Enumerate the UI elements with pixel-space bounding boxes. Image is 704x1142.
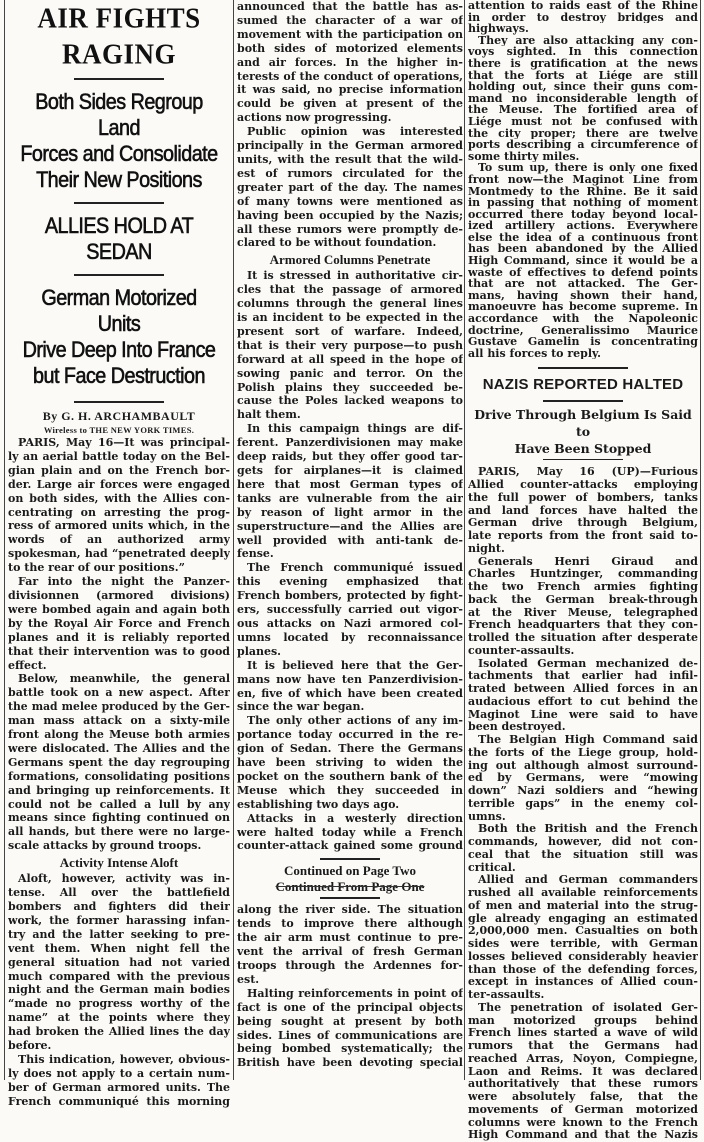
text-line: High Command, since it would be a [468,255,698,267]
text-line: occurred there today beyond local- [468,208,698,221]
text-line: halt them. [237,408,301,422]
divider [74,401,164,403]
text-line: Far into the night the Panzer- [18,575,230,589]
text-line: French lines started a wave of wild [468,1027,698,1040]
text-line: ly does not apply to a certain num- [8,1066,230,1080]
divider [320,897,380,899]
text-line: forward at all speed in the hope of [237,352,463,366]
text-line: battle took on a new aspect. After [8,686,230,700]
text-line: greater part of the day. The names [237,180,463,194]
text-line: trolled the situation after desperate [468,632,698,645]
text-line: were halted today while a French [237,825,463,839]
text-line: that their intervention was to good [8,644,230,658]
article-body-col3 [468,0,698,359]
text-line: To sum up, there is only one fixed [478,162,698,174]
text-line: tense. All over the battlefield [8,886,230,900]
text-line: umns. [468,810,506,823]
text-line: scale attacks by ground troops. [8,839,202,853]
text-line: movements of German motorized [468,1103,698,1116]
text-line: The penetration of isolated Ger- [478,1001,698,1014]
text-line: being sought at present by both [237,1014,463,1028]
text-line: formations, consolidating positions [8,769,230,783]
deck-line: German Motorized Units [41,285,197,336]
text-line: manoeuvre has become supreme. In [468,301,698,314]
text-line: by reason of light armor in the [237,505,463,519]
text-line: and land forces have halted the [468,504,698,517]
text-line: sumed the character of a war of [237,13,463,27]
deck-line: Forces and Consolidate [20,141,218,166]
text-line: than those of the defending forces, [468,963,698,976]
text-line: tends to improve there although [237,917,463,931]
text-line: waste of effectives to defend points [468,266,698,279]
text-line: fact is one of the principal objects [237,1000,463,1014]
text-line: Attacks in a westerly direction [247,811,463,825]
text-line: work, the former harassing infan- [8,913,230,927]
text-line: en, five of which have been created [237,686,463,700]
text-line: some thirty miles. [468,150,580,163]
text-line: general situation had not varied [8,955,230,969]
main-headline: AIR FIGHTS RAGING [37,2,201,70]
text-line: rumors that the Germans had [468,1040,698,1053]
text-line: principally in the German armored [237,139,463,153]
deck-line: Both Sides Regroup Land [35,89,203,140]
column-1 [4,0,230,1108]
text-line: movement with the participation on [237,27,463,41]
column-2 [233,0,463,1080]
text-line: in passing that nothing of moment [468,197,698,209]
text-line: of many towns were mentioned as [237,194,463,208]
divider [538,367,628,369]
text-line: holding out, since their guns com- [468,81,698,93]
text-line: French communiqué this morning [8,1094,230,1108]
text-line: man motorized groups behind [468,1014,698,1027]
text-line: deep raids, but they offer good tar- [237,450,463,464]
continued-on: Continued on Page Two [283,863,417,879]
column-3 [464,0,701,1142]
text-line: ized artillery actions. Everywhere [468,220,698,232]
text-line: voys sighted. In this connection [468,46,698,58]
text-line: it was said, no precise information [237,83,463,97]
text-line: gets for airplanes—it is claimed [237,464,463,477]
text-line: They are also attacking any con- [478,34,698,47]
text-line: In this campaign things are dif- [247,422,463,436]
text-line: ers, successfully carried out vigor- [237,603,463,617]
text-line: portance today occurred in the re- [237,728,463,742]
text-line: gle already engaging an estimated [468,912,698,925]
text-line: this evening emphasized that [237,575,463,589]
text-line: words of an authorized army [8,533,230,547]
text-line: night. [468,542,505,555]
text-line: ber of German armored units. The [8,1080,230,1094]
article-body-col2 [237,0,463,250]
text-line: commands, however, did not con- [468,836,698,849]
text-line: the air arm must continue to pre- [237,931,463,945]
text-line: the two French armies fighting [468,581,698,594]
text-line: terests of the conduct of operations, [237,69,463,83]
text-line: that the forts at Liége are still [468,69,698,82]
divider [74,202,164,204]
text-line: planes and it is reliably reported [8,630,230,644]
text-line: actions now progressing. [237,111,392,125]
text-line: der. Large air forces were engaged [8,477,230,491]
text-line: else the idea of a continuous front [468,231,698,244]
text-line: High Command and that the Nazis [468,1129,698,1142]
text-line: PARIS, May 16—It was principal- [18,436,230,449]
divider [74,78,164,80]
text-line: counter-assaults. [468,644,575,657]
text-line: on both sides, with the Allies con- [8,491,230,505]
subheadline-drive [468,406,698,457]
text-line: Public opinion was interested [247,125,463,139]
subhead-armored: Armored Columns Penetrate [269,252,431,268]
text-line: all hands, but there were no large- [8,825,230,839]
text-line: the city proper; there are twelve [468,127,698,140]
text-line: were absolutely false, that the [468,1091,698,1104]
text-line: except in instances of Allied coun- [468,976,698,989]
text-line: name” at the points where they [8,1011,230,1025]
text-line: the forts of the Liege group, hold- [468,746,698,759]
text-line: German drive through Belgium, [468,517,698,530]
text-line: audacious effort to cut behind the [468,695,698,708]
text-line: columns were known to the French [468,1116,698,1129]
text-line: much compared with the previous [8,969,230,983]
text-line: It is believed here that the Ger- [247,658,463,672]
text-line: had broken the Allied lines the day [8,1025,230,1039]
deck-headline-3 [19,285,219,389]
byline: By G. H. ARCHAMBAULT [42,409,196,423]
text-line: spokesman, had “penetrated deeply [8,547,230,561]
text-line: along the river side. The situation [237,903,463,917]
text-line: being bombed systematically; the [237,1042,463,1056]
text-line: umns located by reconnaissance [237,630,463,644]
text-line: Halting reinforcements in point of [247,986,463,1000]
text-line: gion of Sedan. There the Germans [237,742,463,756]
text-line: is an incident to be expected in the [237,311,463,325]
text-line: 2,000,000 men. Casualties on both [468,925,698,938]
text-line: ports describing a circumference of [468,139,698,151]
text-line: here that most German types of [237,477,463,491]
text-line: front now—the Maginot Line from [468,173,698,186]
text-line: has been abandoned by the Allied [468,243,698,256]
text-line: est. [237,972,260,986]
deck-line: Their New Positions [36,167,202,192]
text-line: night and the German main bodies [8,983,230,997]
text-line: mand no inconsiderable length of [468,92,698,105]
deck-line: but Face Destruction [33,363,205,388]
article-body-col1 [8,436,230,853]
text-line: the Meuse. The fortified area of [468,104,698,116]
text-line: ter-assaults. [468,989,545,1002]
text-line: before. [8,1039,52,1053]
text-line: fense. [237,547,274,561]
text-line: were dislocated. The Allies and the [8,741,230,755]
text-line: divisionnen (armored divisions) [8,588,230,602]
text-line: announced that the battle has as- [237,0,463,13]
text-line: PARIS, May 16 (UP)—Furious [478,466,698,479]
text-line: cause the Poles lacked weapons to [237,394,463,408]
text-line: by the Royal Air Force and French [8,616,230,630]
text-line: and air forces. In the higher in- [237,55,463,69]
text-line: and bringing up reinforcements. It [8,783,230,797]
text-line: that are not attacked. The Ger- [468,278,698,290]
text-line: It is stressed in authoritative cir- [247,269,463,283]
divider [543,400,623,402]
text-line: Isolated German mechanized de- [478,657,698,670]
text-line: could be given at present of the [237,97,463,111]
text-line: Aloft, however, activity was in- [18,872,230,886]
text-line: French headquarters that they con- [468,619,698,632]
text-line: units, with the result that the wild- [237,152,463,166]
article-body-col2b [237,269,463,853]
text-line: columns through the general lines [237,297,463,311]
text-line: Polish plains they succeeded be- [237,380,463,394]
subheadline-nazis-halted: NAZIS REPORTED HALTED [482,376,684,394]
text-line: pocket on the southern bank of the [237,769,463,783]
text-line: the mad melee produced by the Ger- [8,700,230,714]
text-line: planes. [237,644,282,658]
text-line: mans, having shown their hand, [468,289,698,302]
text-line: sides. Lines of communications are [237,1028,463,1042]
text-line: that is their very purpose—to push [237,338,463,352]
text-line: having been occupied by the Nazis; [237,208,463,222]
text-line: at the River Meuse, telegraphed [468,606,698,619]
text-line: vent the arrival of fresh German [237,945,463,959]
text-line: the full power of bombers, tanks [468,491,698,504]
text-line: been destroyed. [468,721,566,734]
text-line: The French communiqué issued [247,561,463,575]
text-line: man mass attack on a sixty-mile [8,714,230,728]
text-line: could not be called a lull by any [8,797,230,811]
text-line: highways. [468,23,529,35]
text-line: ceal that the situation still was [468,848,698,861]
text-line: ferent. Panzerdivisionen may make [237,436,463,450]
text-line: were bombed again and again both [8,602,230,616]
text-line: well provided with anti-tank de- [237,533,463,547]
text-line: Meuse which they succeeded in [237,783,463,797]
text-line: Charles Huntzinger, commanding [468,568,698,581]
divider [320,858,380,860]
divider [74,274,164,276]
text-line: ress of armored units which, in the [8,519,230,533]
text-line: rushed all available reinforcements [468,887,698,900]
text-line: sowing panic and terror. On the [237,366,463,380]
text-line: accordance with the Napoleonic [468,313,698,325]
text-line: mans now have ten Panzerdivision- [237,672,463,686]
text-line: This indication, however, obvious- [18,1052,230,1066]
text-line: Allied and German commanders [478,874,698,887]
text-line: attention to raids east of the Rhine [468,0,698,12]
text-line: sides were terrible, with German [468,938,698,951]
text-line: Laon and Reims. It was declared [468,1065,698,1078]
text-line: have been striving to widen the [237,756,463,770]
text-line: ed by Germans, were “mowing [468,772,698,785]
text-line: back the German break-through [468,593,698,606]
article-body-col1b [8,872,230,1108]
text-line: Below, meanwhile, the general [18,672,230,686]
text-line: present sort of warfare. Indeed, [237,324,463,338]
text-line: establishing two days ago. [237,797,400,811]
text-line: both sides of motorized elements [237,41,463,55]
text-line: authoritatively that these rumors [468,1078,698,1091]
text-line: ous attacks on Nazi armored col- [237,616,463,630]
text-line: tachments that earlier had infil- [468,670,698,683]
text-line: Germans spent the day regrouping [8,755,230,769]
text-line: to the rear of our positions.” [8,561,185,575]
deck-headline-2: ALLIES HOLD AT SEDAN [44,213,194,264]
text-line: means since fighting continued on [8,811,230,825]
text-line: critical. [468,861,516,874]
text-line: The Belgian High Command said [478,734,698,747]
text-line: centrating on arresting the prog- [8,505,230,519]
subhead-activity: Activity Intense Aloft [59,855,179,871]
text-line: ly an aerial battle today on the Bel- [8,449,230,463]
text-line: effect. [8,658,47,672]
text-line: “made no progress worthy of the [8,997,230,1011]
text-line: bombers and fighters did their [8,900,230,913]
text-line: all these rumors were promptly de- [237,222,463,236]
text-line: all his forces to reply. [468,347,601,360]
deck-headline-1 [19,89,219,193]
divider [543,459,623,461]
wire-credit: Wireless to THE NEW YORK TIMES. [43,425,195,435]
text-line: try and the latter seeking to pre- [8,927,230,941]
text-line: Generals Henri Giraud and [478,555,698,568]
text-line: troops through the Ardennes for- [237,959,463,972]
text-line: down” Nazi soldiers and “hewing [468,785,698,798]
text-line: there is gratification at the news [468,57,698,70]
text-line: est of rumors circulated for the [237,166,463,180]
text-line: Liége must not be confused with [468,115,698,128]
text-line: cles that the passage of armored [237,283,463,297]
text-line: clared to be without foundation. [237,236,437,250]
text-line: reached Arras, Noyon, Compiegne, [468,1052,698,1065]
text-line: Maginot Line were said to have [468,708,698,721]
text-line: losses believed considerably heavier [468,950,698,963]
text-line: Allied counter-attacks employing [468,479,698,492]
text-line: since the war began. [237,700,365,714]
drive-line: Have Been Stopped [514,440,652,456]
text-line: counter-attack gained some ground [237,839,463,853]
text-line: French bombers, protected by fight- [237,589,463,603]
text-line: in order to destroy bridges and [468,11,698,24]
text-line: superstructure—and the Allies are [237,519,463,533]
text-line: trated between Allied forces in an [468,683,698,696]
text-line: gian plain and on the French bor- [8,463,230,477]
text-line: of men and material into the strug- [468,899,698,912]
text-line: vent them. When night fell the [8,941,230,955]
article-body-col2c [237,903,463,1070]
text-line: British have been devoting special [237,1056,463,1070]
text-line: Gustave Gamelin is concentrating [468,336,698,348]
text-line: tanks are vulnerable from the air [237,491,463,505]
text-line: doctrine, Generalissimo Maurice [468,324,698,337]
deck-line: Drive Deep Into France [22,337,216,362]
text-line: terrible gaps” in the enemy col- [468,797,698,810]
text-line: front along the Meuse both armies [8,728,230,742]
article-body-col3b [468,466,698,1142]
text-line: Montmedy to the Rhine. Be it said [468,185,698,198]
text-line: Both the British and the French [478,823,698,836]
continued-from: Continued From Page One [275,879,425,895]
text-line: ing out although almost surround- [468,759,698,772]
text-line: late reports from the front said to- [468,530,698,543]
drive-line: Drive Through Belgium Is Said to [474,406,692,439]
text-line: The only other actions of any im- [247,714,463,728]
